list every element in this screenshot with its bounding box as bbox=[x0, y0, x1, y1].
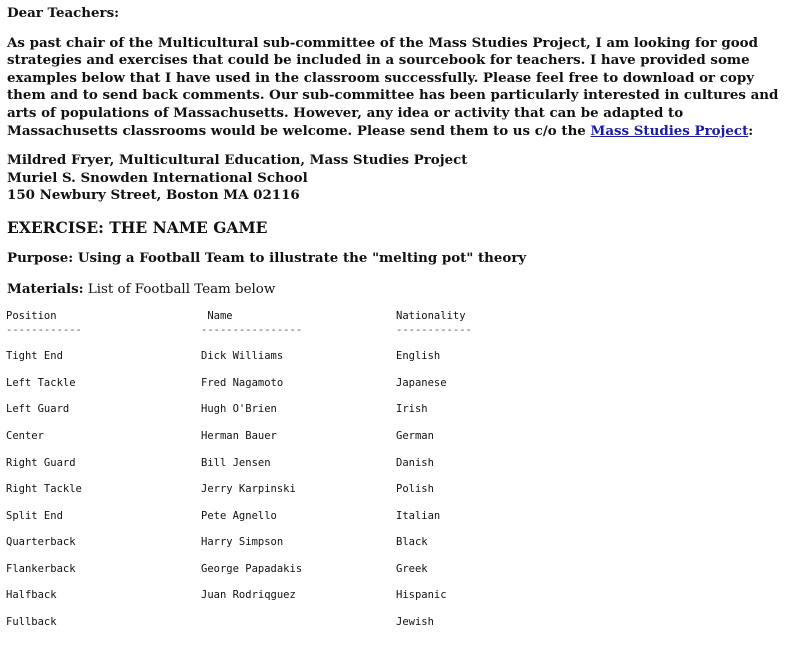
nationality-cell: German bbox=[396, 429, 434, 442]
position-cell: Halfback bbox=[6, 589, 57, 602]
table-row bbox=[6, 403, 472, 430]
table-row bbox=[6, 350, 472, 377]
position-cell: Center bbox=[6, 429, 44, 442]
football-team-table bbox=[6, 310, 472, 643]
nationality-cell: ------------ bbox=[396, 324, 472, 337]
greeting: Dear Teachers: bbox=[7, 5, 120, 21]
table-row bbox=[6, 510, 472, 537]
position-cell: Left Guard bbox=[6, 403, 70, 416]
position-cell: Left Tackle bbox=[6, 376, 76, 389]
colon: : bbox=[748, 122, 754, 139]
materials-label: Materials: bbox=[7, 280, 84, 297]
nationality-cell: Italian bbox=[396, 509, 441, 522]
name-cell: Fred Nagamoto bbox=[201, 376, 284, 389]
position-cell: ------------ bbox=[6, 324, 82, 337]
intro-paragraph bbox=[7, 35, 793, 141]
name-cell: Name bbox=[201, 310, 233, 323]
nationality-cell: Danish bbox=[396, 456, 434, 469]
purpose: Purpose: Using a Football Team to illustrate the "melting pot" theory bbox=[7, 249, 527, 266]
nationality-cell: Polish bbox=[396, 483, 434, 496]
address-line: Muriel S. Snowden International School bbox=[7, 169, 308, 186]
nationality-cell: Jewish bbox=[396, 616, 434, 629]
position-cell: Split End bbox=[6, 509, 63, 522]
intro-text: As past chair of the Multicultural sub-committee of the Mass Studies Project, I am looking for good strategies and exercises that could be included in a sourcebook for teachers. I have provided some examples below that I have used in the classroom successfully. Please feel free to download or copy them and to send back comments. Our sub-committee has been particularly interested in cultures and arts of populations of Massachusetts. However, any idea or activity that can be adapted to Massachusetts classrooms would be welcome. Please send them to us c/o the bbox=[7, 34, 779, 139]
table-row bbox=[6, 457, 472, 484]
table-divider-row bbox=[6, 324, 472, 350]
name-cell: Jerry Karpinski bbox=[201, 483, 296, 496]
name-cell: ---------------- bbox=[201, 324, 303, 337]
position-cell: Quarterback bbox=[6, 536, 76, 549]
position-cell: Tight End bbox=[6, 350, 63, 363]
position-cell: Right Guard bbox=[6, 456, 76, 469]
name-cell: Hugh O'Brien bbox=[201, 403, 277, 416]
position-cell: Flankerback bbox=[6, 562, 76, 575]
name-cell: Bill Jensen bbox=[201, 456, 271, 469]
materials-text: List of Football Team below bbox=[83, 281, 276, 297]
nationality-cell: Hispanic bbox=[396, 589, 447, 602]
nationality-cell: Japanese bbox=[396, 376, 447, 389]
nationality-cell: Nationality bbox=[396, 310, 466, 323]
materials bbox=[7, 281, 793, 299]
position-cell: Fullback bbox=[6, 616, 57, 629]
table-row bbox=[6, 377, 472, 404]
address-line: 150 Newbury Street, Boston MA 02116 bbox=[7, 187, 300, 204]
name-cell: Juan Rodriqguez bbox=[201, 589, 296, 602]
name-cell: Pete Agnello bbox=[201, 509, 277, 522]
name-cell bbox=[201, 616, 396, 643]
table-row bbox=[6, 536, 472, 563]
name-cell: Dick Williams bbox=[201, 350, 284, 363]
table-row bbox=[6, 616, 472, 643]
nationality-cell: Greek bbox=[396, 562, 428, 575]
nationality-cell: English bbox=[396, 350, 441, 363]
name-cell: Herman Bauer bbox=[201, 429, 277, 442]
table-row bbox=[6, 589, 472, 616]
table-row bbox=[6, 563, 472, 590]
exercise-title: EXERCISE: THE NAME GAME bbox=[7, 217, 268, 237]
nationality-cell: Irish bbox=[396, 403, 428, 416]
table-header-row bbox=[6, 310, 472, 324]
address-line: Mildred Fryer, Multicultural Education, Mass Studies Project bbox=[7, 152, 468, 169]
name-cell: George Papadakis bbox=[201, 562, 303, 575]
nationality-cell: Black bbox=[396, 536, 428, 549]
table-row bbox=[6, 430, 472, 457]
table-row bbox=[6, 483, 472, 510]
position-cell: Position bbox=[6, 310, 57, 323]
position-cell: Right Tackle bbox=[6, 483, 82, 496]
mass-studies-project-link[interactable]: Mass Studies Project bbox=[590, 122, 749, 139]
name-cell: Harry Simpson bbox=[201, 536, 284, 549]
